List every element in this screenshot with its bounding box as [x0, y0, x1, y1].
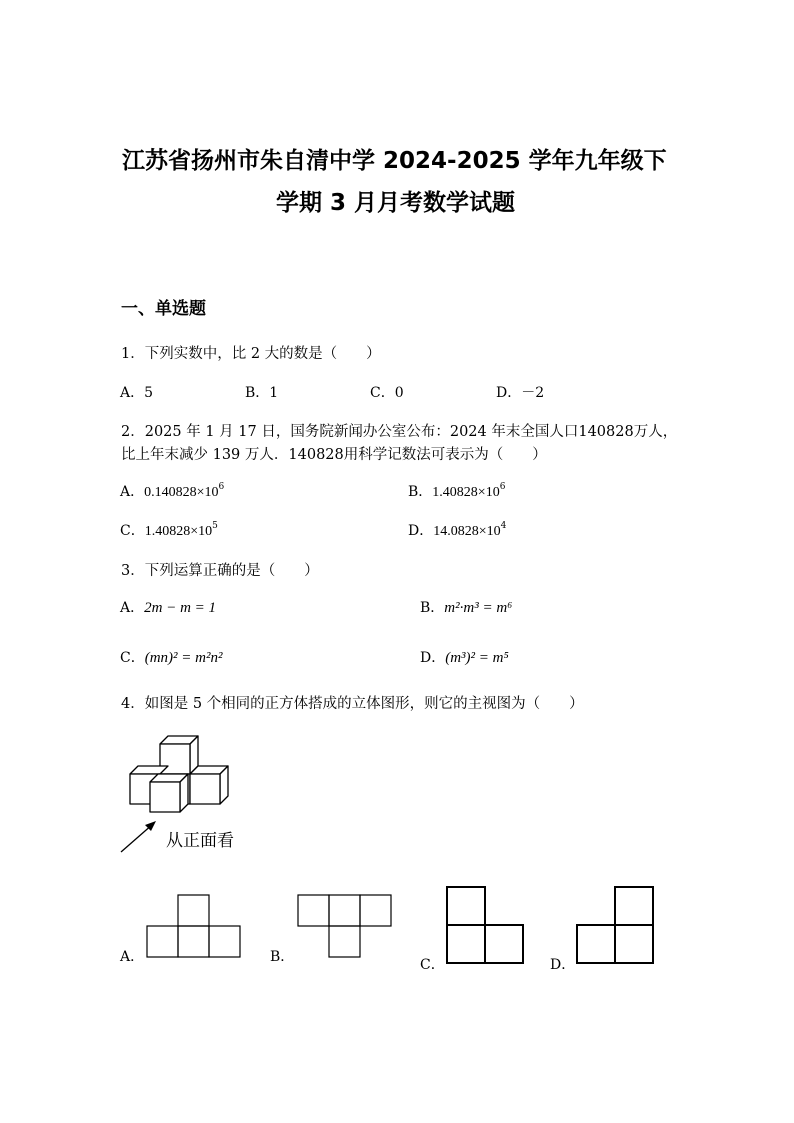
question-3-option-b [420, 597, 512, 617]
question-4-option-b-view [297, 894, 397, 960]
question-4-option-b-label: B． [270, 949, 295, 965]
option-label: B． [245, 385, 270, 401]
option-text: 5 [144, 385, 154, 401]
option-text: 1 [269, 385, 279, 401]
question-2-stem-line1: 2．2025 年 1 月 17 日，国务院新闻办公室公布：2024 年末全国人口140828万人， [121, 424, 678, 440]
option-label: C． [120, 523, 145, 539]
question-3-option-a [120, 597, 216, 617]
option-label: A． [120, 385, 145, 401]
question-3-stem: 3．下列运算正确的是（ ） [121, 563, 319, 579]
option-text: (mn)² = m²n² [144, 650, 223, 666]
option-exponent: 6 [499, 482, 506, 492]
cube-front-face [190, 774, 220, 804]
question-2-option-a [120, 481, 224, 501]
question-2-option-c [120, 520, 218, 540]
question-2-stem-line2: 比上年末减少 139 万人．140828用科学记数法可表示为（ ） [121, 447, 547, 463]
option-text: m²·m³ = m⁶ [444, 600, 513, 616]
document-title-line2: 学期 3 月月考数学试题 [276, 190, 516, 216]
cube-stack-figure [120, 732, 240, 822]
option-label: C． [120, 650, 145, 666]
option-label: D． [408, 523, 434, 539]
question-4-stem: 4．如图是 5 个相同的正方体搭成的立体图形，则它的主视图为（ ） [121, 696, 584, 712]
figure-caption: 从正面看 [166, 831, 234, 851]
question-4-option-a-view [146, 894, 246, 960]
question-4-option-d-label: D． [550, 957, 576, 973]
option-label: D． [496, 385, 522, 401]
option-text: 0 [394, 385, 404, 401]
document-title-line1: 江苏省扬州市朱自清中学 2024-2025 学年九年级下 [122, 148, 667, 174]
option-label: D． [420, 650, 446, 666]
question-1-option-a [120, 382, 153, 402]
option-text: 2m − m = 1 [144, 600, 217, 616]
option-text: 1.40828×10 [144, 524, 213, 539]
question-1-option-b [245, 382, 278, 402]
question-4-option-d-view [576, 886, 658, 968]
question-4-option-c-view [446, 886, 528, 968]
option-label: C． [370, 385, 395, 401]
option-label: A． [120, 484, 145, 500]
option-exponent: 6 [218, 482, 225, 492]
cube-front-face [150, 782, 180, 812]
option-label: B． [408, 484, 433, 500]
option-text: －2 [521, 385, 545, 401]
option-text: (m³)² = m⁵ [445, 650, 509, 666]
option-label: A． [120, 600, 145, 616]
option-text: 14.0828×10 [433, 524, 501, 539]
section-heading: 一、单选题 [121, 299, 206, 319]
question-4-option-c-label: C． [420, 957, 445, 973]
question-2-option-b [408, 481, 505, 501]
question-1-option-c [370, 382, 404, 402]
question-3-option-d [420, 647, 509, 667]
view-direction-arrow-icon [118, 818, 163, 858]
option-text: 0.140828×10 [144, 485, 219, 500]
option-exponent: 4 [500, 521, 507, 531]
option-label: B． [420, 600, 445, 616]
option-text: 1.40828×10 [432, 485, 500, 500]
question-3-option-c [120, 647, 223, 667]
question-4-option-a-label: A． [120, 949, 145, 965]
question-1-option-d [496, 382, 544, 402]
question-1-stem: 1．下列实数中，比 2 大的数是（ ） [121, 346, 381, 362]
question-2-option-d [408, 520, 506, 540]
option-exponent: 5 [212, 521, 218, 531]
